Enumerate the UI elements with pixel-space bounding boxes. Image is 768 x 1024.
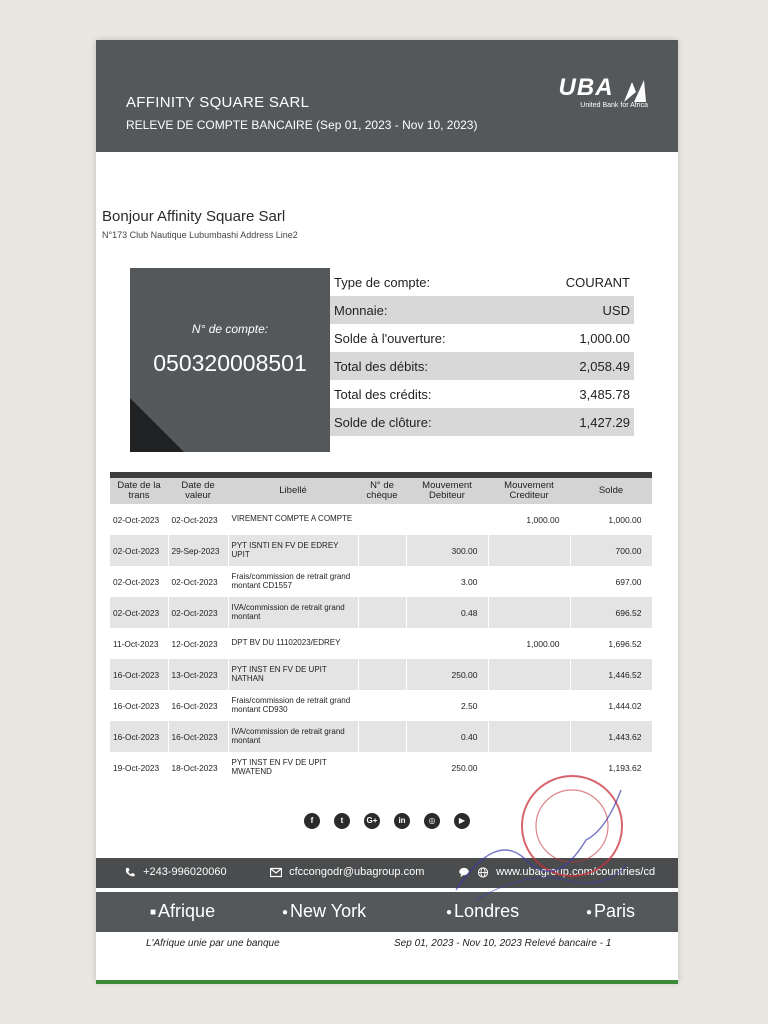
contact-website[interactable] <box>458 866 655 878</box>
header-value-date: Date de valeur <box>168 478 228 504</box>
cell-value-date: 18-Oct-2023 <box>168 752 228 783</box>
cell-description: Frais/commission de retrait grand montant CD930 <box>228 690 358 721</box>
social-links <box>96 812 678 830</box>
contact-phone[interactable] <box>124 866 227 878</box>
cell-value-date: 02-Oct-2023 <box>168 566 228 597</box>
cell-balance: 1,000.00 <box>570 504 652 535</box>
table-row <box>110 628 652 659</box>
footer-page-info: Sep 01, 2023 - Nov 10, 2023 Relevé bancaire - 1 <box>394 938 612 949</box>
cell-trans-date: 16-Oct-2023 <box>110 690 168 721</box>
youtube-icon[interactable]: ▶ <box>454 813 470 829</box>
cell-description: IVA/commission de retrait grand montant <box>228 597 358 628</box>
chat-icon <box>458 867 470 878</box>
cell-value-date: 13-Oct-2023 <box>168 659 228 690</box>
city-afrique <box>150 901 215 922</box>
header-balance: Solde <box>570 478 652 504</box>
stamp-and-signature <box>436 770 636 910</box>
email-address: cfccongodr@ubagroup.com <box>289 866 425 878</box>
cell-trans-date: 11-Oct-2023 <box>110 628 168 659</box>
website-url: www.ubagroup.com/countries/cd <box>496 866 656 878</box>
footer-tagline: L'Afrique unie par une banque <box>146 938 280 949</box>
greeting: Bonjour Affinity Square Sarl <box>102 208 286 225</box>
account-box <box>130 268 330 452</box>
statement-title: RELEVE DE COMPTE BANCAIRE (Sep 01, 2023 - Nov 10, 2023) <box>126 118 478 132</box>
cell-credit: 1,000.00 <box>488 504 570 535</box>
bullet-icon: ● <box>282 906 289 918</box>
city-label: Paris <box>594 901 636 921</box>
cell-trans-date: 16-Oct-2023 <box>110 721 168 752</box>
table-row <box>110 752 652 783</box>
cell-trans-date: 19-Oct-2023 <box>110 752 168 783</box>
cell-cheque <box>358 504 406 535</box>
cell-description: PYT ISNTI EN FV DE EDREY UPIT <box>228 535 358 566</box>
header-band <box>96 40 678 152</box>
table-row <box>110 690 652 721</box>
table-body <box>110 504 652 783</box>
bottom-edge <box>96 980 678 984</box>
cell-credit: 1,000.00 <box>488 628 570 659</box>
cell-balance: 1,444.02 <box>570 690 652 721</box>
account-summary <box>330 268 634 436</box>
cell-debit: 0.48 <box>406 597 488 628</box>
twitter-icon[interactable]: t <box>334 813 350 829</box>
cell-balance: 1,443.62 <box>570 721 652 752</box>
cell-credit <box>488 721 570 752</box>
header-credit: Mouvement Crediteur <box>488 478 570 504</box>
cell-debit: 250.00 <box>406 752 488 783</box>
customer-address: N°173 Club Nautique Lubumbashi Address Line2 <box>102 230 298 240</box>
summary-label: Total des crédits: <box>334 386 432 402</box>
facebook-icon[interactable]: f <box>304 813 320 829</box>
cell-trans-date: 02-Oct-2023 <box>110 597 168 628</box>
cell-cheque <box>358 659 406 690</box>
cell-description: PYT INST EN FV DE UPIT NATHAN <box>228 659 358 690</box>
google-plus-icon[interactable]: G+ <box>364 813 380 829</box>
table-header-row <box>110 478 652 504</box>
bullet-icon: ● <box>446 906 453 918</box>
cell-debit: 3.00 <box>406 566 488 597</box>
cities-band <box>96 892 678 932</box>
statement-page <box>96 40 678 982</box>
summary-value: USD <box>602 302 630 318</box>
account-number-label: N° de compte: <box>191 322 269 336</box>
summary-value: COURANT <box>565 274 630 290</box>
cell-trans-date: 02-Oct-2023 <box>110 504 168 535</box>
bullet-icon: ■ <box>150 906 157 918</box>
cell-debit: 250.00 <box>406 659 488 690</box>
contact-band <box>96 858 678 888</box>
bullet-icon: ● <box>586 906 593 918</box>
cell-trans-date: 16-Oct-2023 <box>110 659 168 690</box>
cell-description: DPT BV DU 11102023/EDREY <box>228 628 358 659</box>
header-description: Libellé <box>228 478 358 504</box>
cell-balance: 1,446.52 <box>570 659 652 690</box>
header-debit: Mouvement Debiteur <box>406 478 488 504</box>
cell-credit <box>488 535 570 566</box>
cell-cheque <box>358 566 406 597</box>
city-londres <box>446 901 519 922</box>
bank-logo-text: UBA <box>558 74 614 101</box>
cell-balance: 1,193.62 <box>570 752 652 783</box>
cell-description: IVA/commission de retrait grand montant <box>228 721 358 752</box>
transactions-table <box>110 472 652 783</box>
globe-icon <box>477 867 489 878</box>
cell-debit: 2.50 <box>406 690 488 721</box>
summary-row <box>330 324 634 352</box>
cell-balance: 700.00 <box>570 535 652 566</box>
city-label: New York <box>290 901 367 921</box>
cell-credit <box>488 659 570 690</box>
summary-label: Monnaie: <box>334 302 388 318</box>
bank-logo <box>559 74 648 109</box>
summary-label: Type de compte: <box>334 274 431 290</box>
account-number: 050320008501 <box>153 350 307 376</box>
city-paris <box>586 901 635 922</box>
cell-cheque <box>358 721 406 752</box>
page-fold-corner <box>130 398 184 452</box>
cell-credit <box>488 690 570 721</box>
table-row <box>110 721 652 752</box>
table-row <box>110 504 652 535</box>
uba-logo-icon <box>622 78 648 104</box>
summary-row <box>330 352 634 380</box>
header-cheque: N° de chèque <box>358 478 406 504</box>
summary-row <box>330 268 634 296</box>
summary-label: Solde de clôture: <box>334 414 432 430</box>
cell-description: PYT INST EN FV DE UPIT MWATEND <box>228 752 358 783</box>
summary-row <box>330 296 634 324</box>
summary-row <box>330 408 634 436</box>
mail-icon <box>270 867 282 878</box>
cell-cheque <box>358 597 406 628</box>
cell-value-date: 02-Oct-2023 <box>168 597 228 628</box>
cell-debit: 0.40 <box>406 721 488 752</box>
cell-credit <box>488 597 570 628</box>
summary-row <box>330 380 634 408</box>
city-new-york <box>282 901 366 922</box>
contact-email[interactable] <box>270 866 424 878</box>
cell-balance: 697.00 <box>570 566 652 597</box>
cell-value-date: 29-Sep-2023 <box>168 535 228 566</box>
phone-icon <box>124 867 136 878</box>
bank-tagline: United Bank for Africa <box>580 101 648 109</box>
cell-cheque <box>358 628 406 659</box>
header-trans-date: Date de la trans <box>110 478 168 504</box>
instagram-icon[interactable]: ◎ <box>424 813 440 829</box>
cell-description: Frais/commission de retrait grand montant CD1557 <box>228 566 358 597</box>
cell-credit <box>488 566 570 597</box>
linkedin-icon[interactable]: in <box>394 813 410 829</box>
cell-value-date: 02-Oct-2023 <box>168 504 228 535</box>
cell-balance: 1,696.52 <box>570 628 652 659</box>
table-row <box>110 566 652 597</box>
company-name: AFFINITY SQUARE SARL <box>126 94 310 111</box>
cell-cheque <box>358 752 406 783</box>
table-row <box>110 535 652 566</box>
city-label: Afrique <box>158 901 216 921</box>
cell-trans-date: 02-Oct-2023 <box>110 535 168 566</box>
cell-value-date: 12-Oct-2023 <box>168 628 228 659</box>
summary-label: Total des débits: <box>334 358 428 374</box>
cell-credit <box>488 752 570 783</box>
summary-value: 2,058.49 <box>579 358 630 374</box>
cell-debit <box>406 628 488 659</box>
cell-debit <box>406 504 488 535</box>
cell-debit: 300.00 <box>406 535 488 566</box>
cell-balance: 696.52 <box>570 597 652 628</box>
cell-trans-date: 02-Oct-2023 <box>110 566 168 597</box>
table-row <box>110 659 652 690</box>
summary-value: 1,000.00 <box>579 330 630 346</box>
cell-value-date: 16-Oct-2023 <box>168 690 228 721</box>
cell-cheque <box>358 535 406 566</box>
city-label: Londres <box>454 901 520 921</box>
phone-number: +243-996020060 <box>143 866 227 878</box>
cell-description: VIREMENT COMPTE A COMPTE <box>228 504 358 535</box>
cell-cheque <box>358 690 406 721</box>
table-row <box>110 597 652 628</box>
summary-value: 1,427.29 <box>579 414 630 430</box>
summary-value: 3,485.78 <box>579 386 630 402</box>
summary-label: Solde à l'ouverture: <box>334 330 446 346</box>
cell-value-date: 16-Oct-2023 <box>168 721 228 752</box>
